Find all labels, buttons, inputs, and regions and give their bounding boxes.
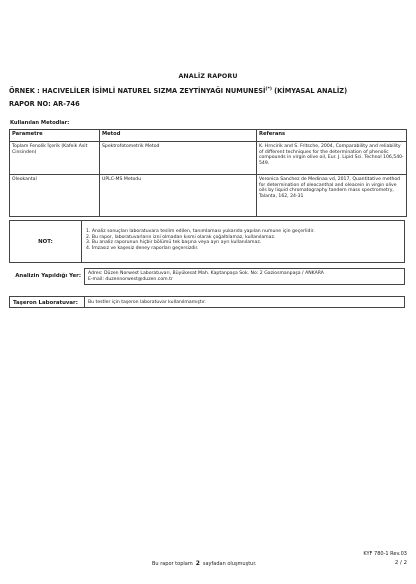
notes-label: NOT:: [10, 221, 82, 262]
notes-list: [86, 229, 315, 251]
report-number: RAPOR NO: AR-746: [9, 100, 80, 108]
column-header-parameter: Parametre: [10, 130, 100, 142]
lab-section: [9, 268, 405, 285]
subcontractor-text: Bu testler için taşeron laboratuvar kullanılmamıştır.: [88, 300, 206, 305]
table-row: [10, 142, 407, 175]
form-code: KYF 780-1 Rev.03: [363, 551, 407, 557]
methods-header-row: [10, 130, 407, 142]
method-cell: Spektrofotometrik Metod: [100, 142, 257, 175]
methods-section-label: Kullanılan Metodlar:: [10, 120, 70, 126]
sample-analysis-type: (KİMYASAL ANALİZ): [271, 87, 348, 96]
page-count-number: 2: [195, 560, 200, 567]
parameter-cell: Oleokantal: [10, 175, 100, 217]
note-item: 1. Analiz sonuçları laboratuvara teslim edilen, tanımlaması yukarıda yapılan numune için geçerlidir.: [86, 229, 315, 234]
subcontractor-label: Taşeron Laboratuvar:: [13, 300, 78, 306]
parameter-cell: Toplam Fenolik İçerik (Kafeik Asit Cinsinden): [10, 142, 100, 175]
column-header-reference: Referans: [257, 130, 407, 142]
page-count-prefix: Bu rapor toplam: [152, 561, 193, 567]
column-header-method: Metod: [100, 130, 257, 142]
table-row: [10, 175, 407, 217]
note-item: 3. Bu analiz raporunun hiçbir bölümü tek başına veya ayrı ayrı kullanılamaz.: [86, 240, 262, 246]
note-item: 2. Bu rapor, laboratuvarların izni olmadan kısmi olarak çoğaltılamaz, kullanılamaz.: [86, 234, 276, 240]
page-indicator: 2 / 2: [394, 560, 407, 566]
method-cell: UPLC-MS Metodu: [100, 175, 257, 217]
lab-email: E-mail: duzennorwest@duzen.com.tr: [88, 276, 173, 282]
subcontractor-box: [9, 296, 405, 308]
lab-label: Analizin Yapıldığı Yer:: [15, 273, 81, 279]
lab-address: Adres: Düzen Norwest Laboratuvarı, Büyükesat Mah. Kaptanpaşa Sok. No: 2 Gaziosmanpaşa / ANKARA: [88, 271, 324, 276]
methods-table: [9, 129, 407, 217]
reference-cell: K. Hrncirik and S. Fritsche, 2004, Comparability and reliability of different techniques for the determination of phenolic compounds in virgin olive oil, Eur. J. Lipid Sci. Technol 106,540-549.: [257, 142, 407, 175]
subcontractor-divider: [84, 297, 85, 307]
note-item: 4. İmzasız ve kaşesiz deney raporları geçersizdir.: [86, 245, 199, 251]
notes-box: [9, 220, 405, 263]
lab-info-box: [84, 268, 405, 285]
sample-name: ÖRNEK : HACIVELİLER İSİMLİ NATUREL SIZMA ZEYTİNYAĞI NUMUNESİ: [9, 87, 266, 96]
sample-line: [9, 87, 347, 95]
reference-cell: Veronica Sanchez de Medinaa vd, 2017, Quantitative method for determination of oleocanthal and oleacein in virgin olive oils by liquid chromatography tandem mass spectrometry, Talanta, 162, 24-31: [257, 175, 407, 217]
sample-footnote-mark: (*): [265, 87, 272, 92]
page-count-text: [152, 560, 257, 567]
page-count-suffix: sayfadan oluşmuştur.: [202, 561, 257, 567]
report-title: ANALİZ RAPORU: [178, 73, 238, 80]
